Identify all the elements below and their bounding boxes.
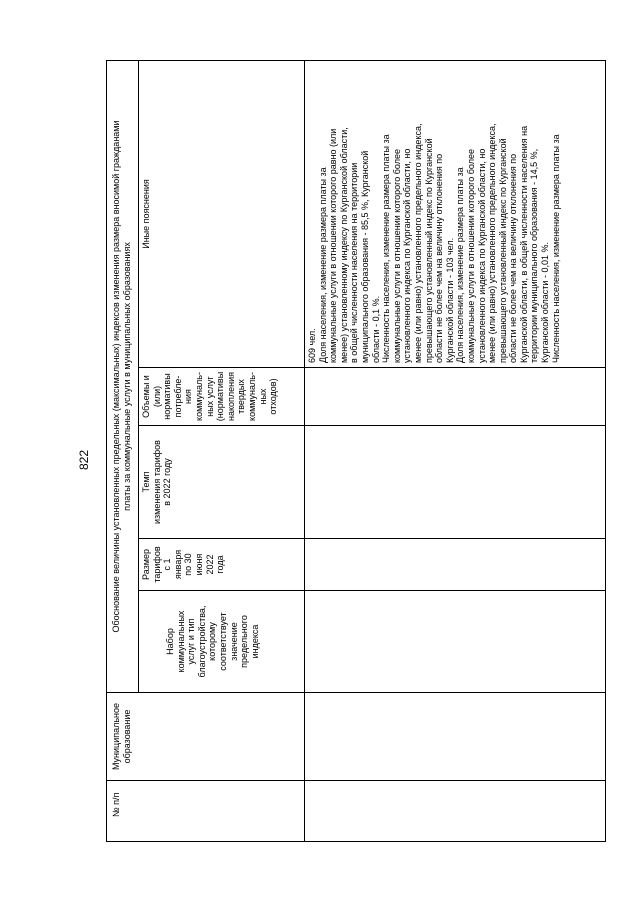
- header-volumes-line: ния: [183, 389, 194, 404]
- header-volumes-line: Объемы и: [141, 375, 151, 418]
- notes-line: установленного индекса по Курганской области, но: [402, 148, 413, 363]
- header-services-line: предельного: [239, 615, 250, 668]
- header-volumes-line: коммуналь-: [193, 372, 204, 421]
- header-tariff-rate: [139, 426, 304, 538]
- header-group-line: платы за коммунальные услуги в муниципальных образованиях: [121, 242, 132, 511]
- notes-line: Доля населения, изменение размера платы за: [455, 167, 466, 363]
- header-tariff-size-line: Размер: [141, 549, 151, 580]
- header-number: [107, 781, 304, 841]
- notes-line: Численность населения, изменение размера платы за: [550, 134, 561, 363]
- notes-line: коммунальные услуги в отношении которого более: [465, 149, 476, 363]
- header-tariff-rate-line: изменения тарифов: [151, 440, 162, 524]
- header-municipality-label: Муниципальное образование: [111, 702, 132, 771]
- header-services-line: Набор: [165, 628, 175, 655]
- header-volumes-line: ных: [257, 388, 268, 405]
- header-tariff-size-line: июня: [193, 553, 204, 576]
- page-number: [74, 445, 94, 475]
- header-notes-label: Иные пояснения: [141, 179, 151, 249]
- header-volumes-line: ных услуг: [204, 376, 215, 417]
- notes-line: коммунальные услуги в отношении которого равно (или: [328, 128, 339, 363]
- header-services-line: благоустройства,: [196, 605, 207, 678]
- header-tariff-rate-line: Темп: [141, 471, 151, 493]
- header-services-line: коммунальных: [175, 610, 186, 673]
- header-municipality: [107, 693, 304, 780]
- notes-line: области не более чем на величину отклонения по: [508, 153, 519, 363]
- header-tariff-size-line: января: [172, 549, 183, 580]
- header-services: [139, 591, 304, 692]
- notes-line: 609 чел.: [307, 328, 317, 363]
- notes-line: установленного индекса по Курганской области, но: [476, 148, 487, 363]
- header-services-line: индекса: [249, 624, 260, 659]
- notes-line: Доля населения, изменение размера платы за: [317, 167, 328, 363]
- notes-line: области не более чем на величину отклонения по: [434, 153, 445, 363]
- notes-line: менее (или равно) установленного предельного индекса,: [412, 123, 423, 363]
- header-tariff-rate-line: в 2022 году: [162, 458, 173, 506]
- notes-line: муниципального образования - 85,5 %, Курганской: [359, 150, 370, 363]
- notes-line: в общей численности населения на территории: [349, 162, 360, 363]
- header-volumes: [139, 368, 304, 425]
- notes-cell: [305, 61, 605, 367]
- notes-line: коммунальные услуги в отношении которого более: [391, 149, 402, 363]
- notes-line: превышающего установленный индекс по Курганской: [423, 138, 434, 363]
- notes-line: Курганской области - 103 чел.: [444, 237, 455, 363]
- header-volumes-line: отходов): [268, 378, 279, 415]
- header-services-line: услуг и тип: [186, 618, 197, 665]
- header-tariff-size-line: по 30: [183, 553, 194, 576]
- notes-line: Курганской области, в общей численности населения на: [518, 125, 529, 363]
- header-tariff-size-line: с 1: [162, 558, 173, 571]
- header-group-line: Обоснование величины установленных предельных (максимальных) индексов изменения размера вносимой гражданами: [111, 120, 121, 633]
- table-border-bottom: [106, 841, 606, 842]
- notes-line: Численность населения, изменение размера платы за: [381, 134, 392, 363]
- header-volumes-line: накопления: [225, 371, 236, 422]
- table-border-right: [605, 60, 606, 842]
- header-group: [107, 61, 138, 692]
- notes-line: территории муниципального образования - 14,5 %,: [529, 148, 540, 363]
- header-tariff-size-line: 2022: [204, 554, 215, 575]
- header-tariff-size-line: тарифов: [151, 546, 162, 583]
- header-services-line: соответствует: [217, 612, 228, 671]
- header-services-line: которому: [207, 622, 218, 661]
- header-tariff-size-line: года: [215, 555, 226, 574]
- header-services-line: значение: [228, 622, 239, 661]
- notes-line: менее (или равно) установленного предельного индекса,: [487, 123, 498, 363]
- header-number-label: № п/п: [111, 792, 121, 817]
- justification-table: [106, 60, 606, 842]
- header-volumes-line: коммуналь-: [246, 372, 257, 421]
- header-volumes-line: потребле-: [172, 375, 183, 418]
- header-volumes-line: нормативы: [162, 373, 173, 420]
- header-tariff-size: [139, 539, 304, 590]
- header-volumes-line: твердых: [236, 379, 247, 414]
- notes-line: превышающего установленный индекс по Курганской: [497, 138, 508, 363]
- notes-line: менее) установленному индексу по Курганской области,: [338, 127, 349, 363]
- notes-line: Курганской области - 0,01 %.: [540, 242, 551, 363]
- notes-line: области - 0,1 %.: [370, 295, 381, 363]
- header-volumes-line: (или): [151, 385, 162, 408]
- header-notes: [139, 61, 304, 367]
- page-number-text: 822: [77, 449, 91, 471]
- header-volumes-line: (нормативы: [215, 371, 226, 422]
